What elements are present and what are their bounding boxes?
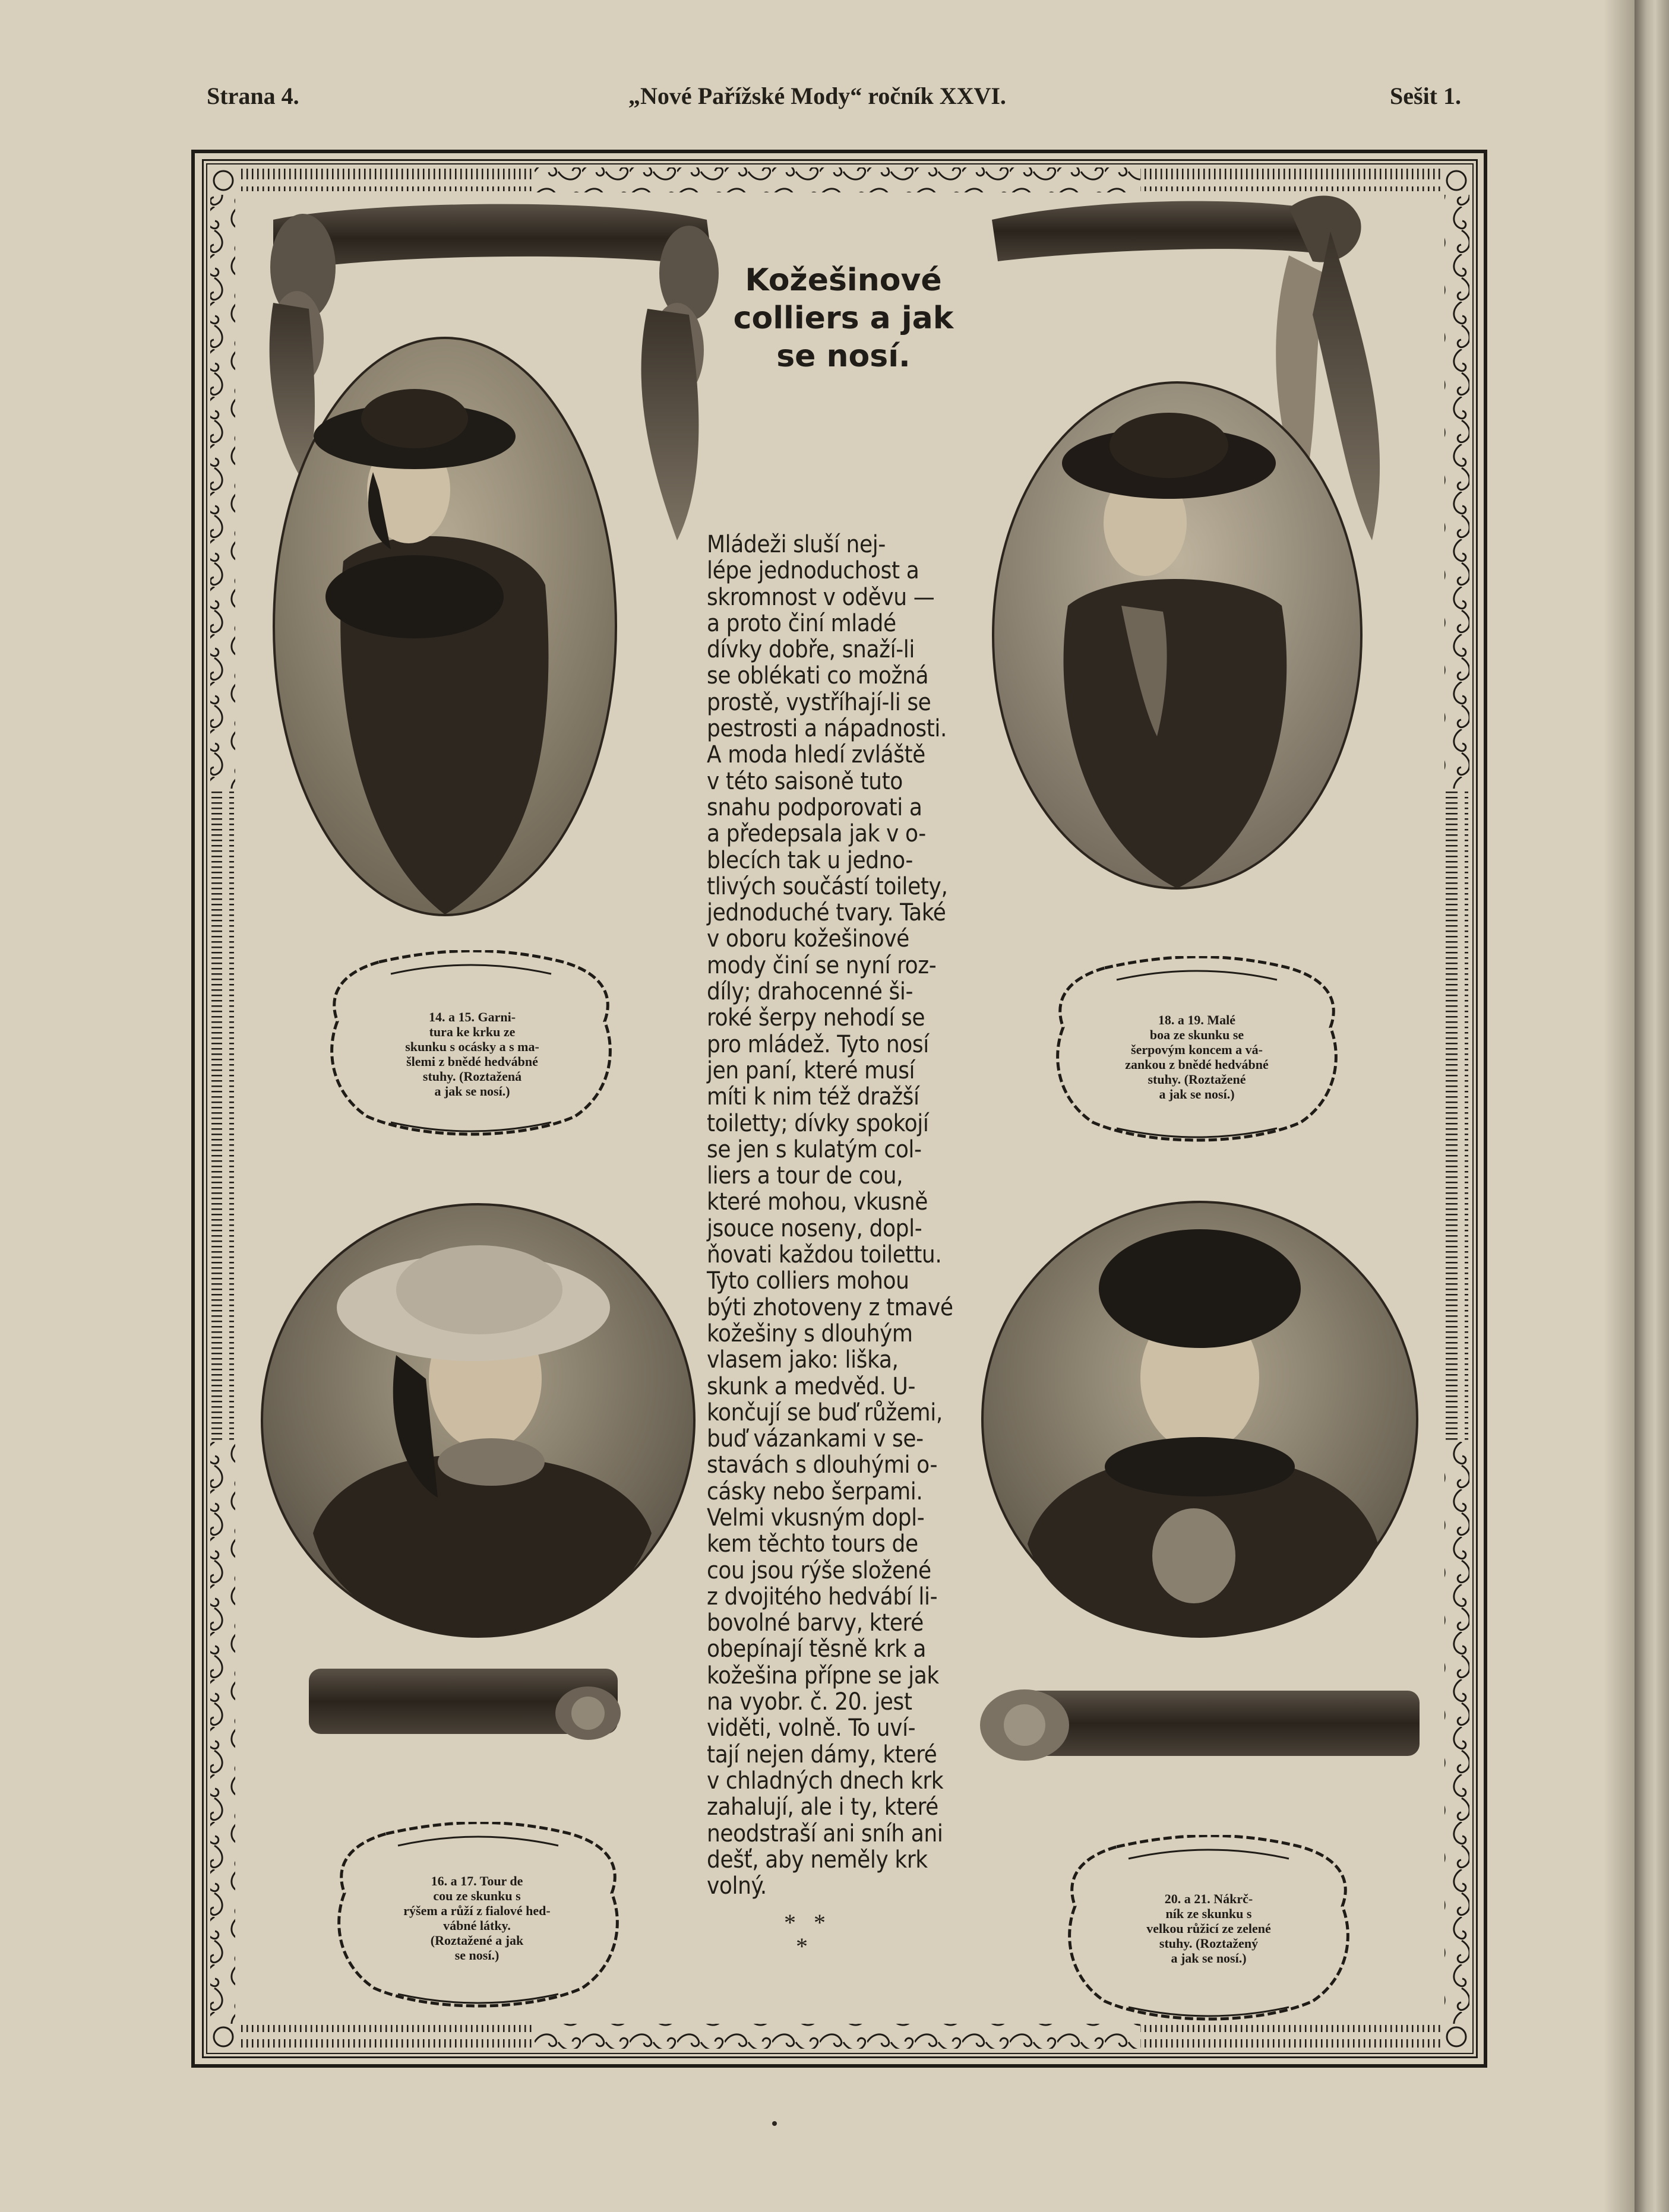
fur-neckpiece-with-green-rosette-photo [974, 1683, 1425, 1767]
caption-fig-16-17: 16. a 17. Tour de cou ze skunku s rýšem a růží z fialové hed- vábné látky. (Roztažené a jak se nosí.) [403, 1874, 551, 1963]
portrait-photo-fig-19 [991, 380, 1364, 891]
portrait-photo-fig-17 [260, 1201, 697, 1640]
page-number: Strana 4. [207, 83, 299, 109]
article-title-line-2: colliers a jak [733, 300, 954, 336]
margin-speck [772, 2121, 777, 2126]
article-title-line-3: se nosí. [776, 338, 911, 374]
section-end-asterisks: * * * [784, 1909, 826, 1960]
article-title [719, 261, 968, 375]
portrait-photo-fig-21 [980, 1200, 1420, 1639]
article-title-line-1: Kožešinové [745, 262, 942, 298]
magazine-title: „Nové Pařížské Mody“ ročník XXVI. [628, 83, 1006, 109]
page-fold-shadow [1604, 0, 1639, 2212]
issue-number: Sešit 1. [1390, 83, 1461, 109]
caption-fig-20-21: 20. a 21. Nákrč- ník ze skunku s velkou růžicí ze zelené stuhy. (Roztažený a jak se nosí.) [1146, 1891, 1271, 1966]
article-body: Mládeži sluší nej- lépe jednoduchost a skromnost v oděvu — a proto činí mladé dívky dobře, snaží-li se oblékati co možná prostě, vystříhají-li se pestrosti a nápadnosti. A moda hledí zvláště v této saisoně tuto snahu podporovati a a předepsala jak v o- blecích tak u jedno- tlivých součástí toilety, jednoduché tvary. Také v oboru kožešinové mody činí se nyní roz- díly; drahocenné ši- roké šerpy nehodí se pro mládež. Tyto nosí jen paní, které musí míti k nim též dražší toiletty; dívky spokojí se jen s kulatým col- liers a tour de cou, které mohou, vkusně jsouce noseny, dopl- ňovati každou toilettu. Tyto colliers mohou býti zhotoveny z tmavé kožešiny s dlouhým vlasem jako: liška, skunk a medvěd. U- končují se buď růžemi, buď vázankami v se- stavách s dlouhými o- cásky nebo šerpami. Velmi vkusným dopl- kem těchto tours de cou jsou rýše složené z dvojitého hedvábí li- bovolné barvy, které obepínají těsně krk a kožešina přípne se jak na vyobr. č. 20. jest viděti, volně. To uví- tají nejen dámy, které v chladných dnech krk zahalují, ale i ty, které neodstraší ani sníh ani dešť, aby neměly krk volný. [707, 531, 953, 1900]
fur-neckpiece-with-rose-photo [309, 1663, 630, 1746]
caption-fig-14-15: 14. a 15. Garni- tura ke krku ze skunku s ocásky a s ma- šlemi z bnědé hedvábné stuhy. (Roztažená a jak se nosí.) [405, 1010, 539, 1099]
portrait-photo-fig-15 [272, 336, 618, 917]
caption-fig-18-19: 18. a 19. Malé boa ze skunku se šerpovým koncem a vá- zankou z bnědé hedvábné stuhy. (Roztažené a jak se nosí.) [1125, 1012, 1269, 1102]
adjacent-page-edge [1635, 0, 1669, 2212]
